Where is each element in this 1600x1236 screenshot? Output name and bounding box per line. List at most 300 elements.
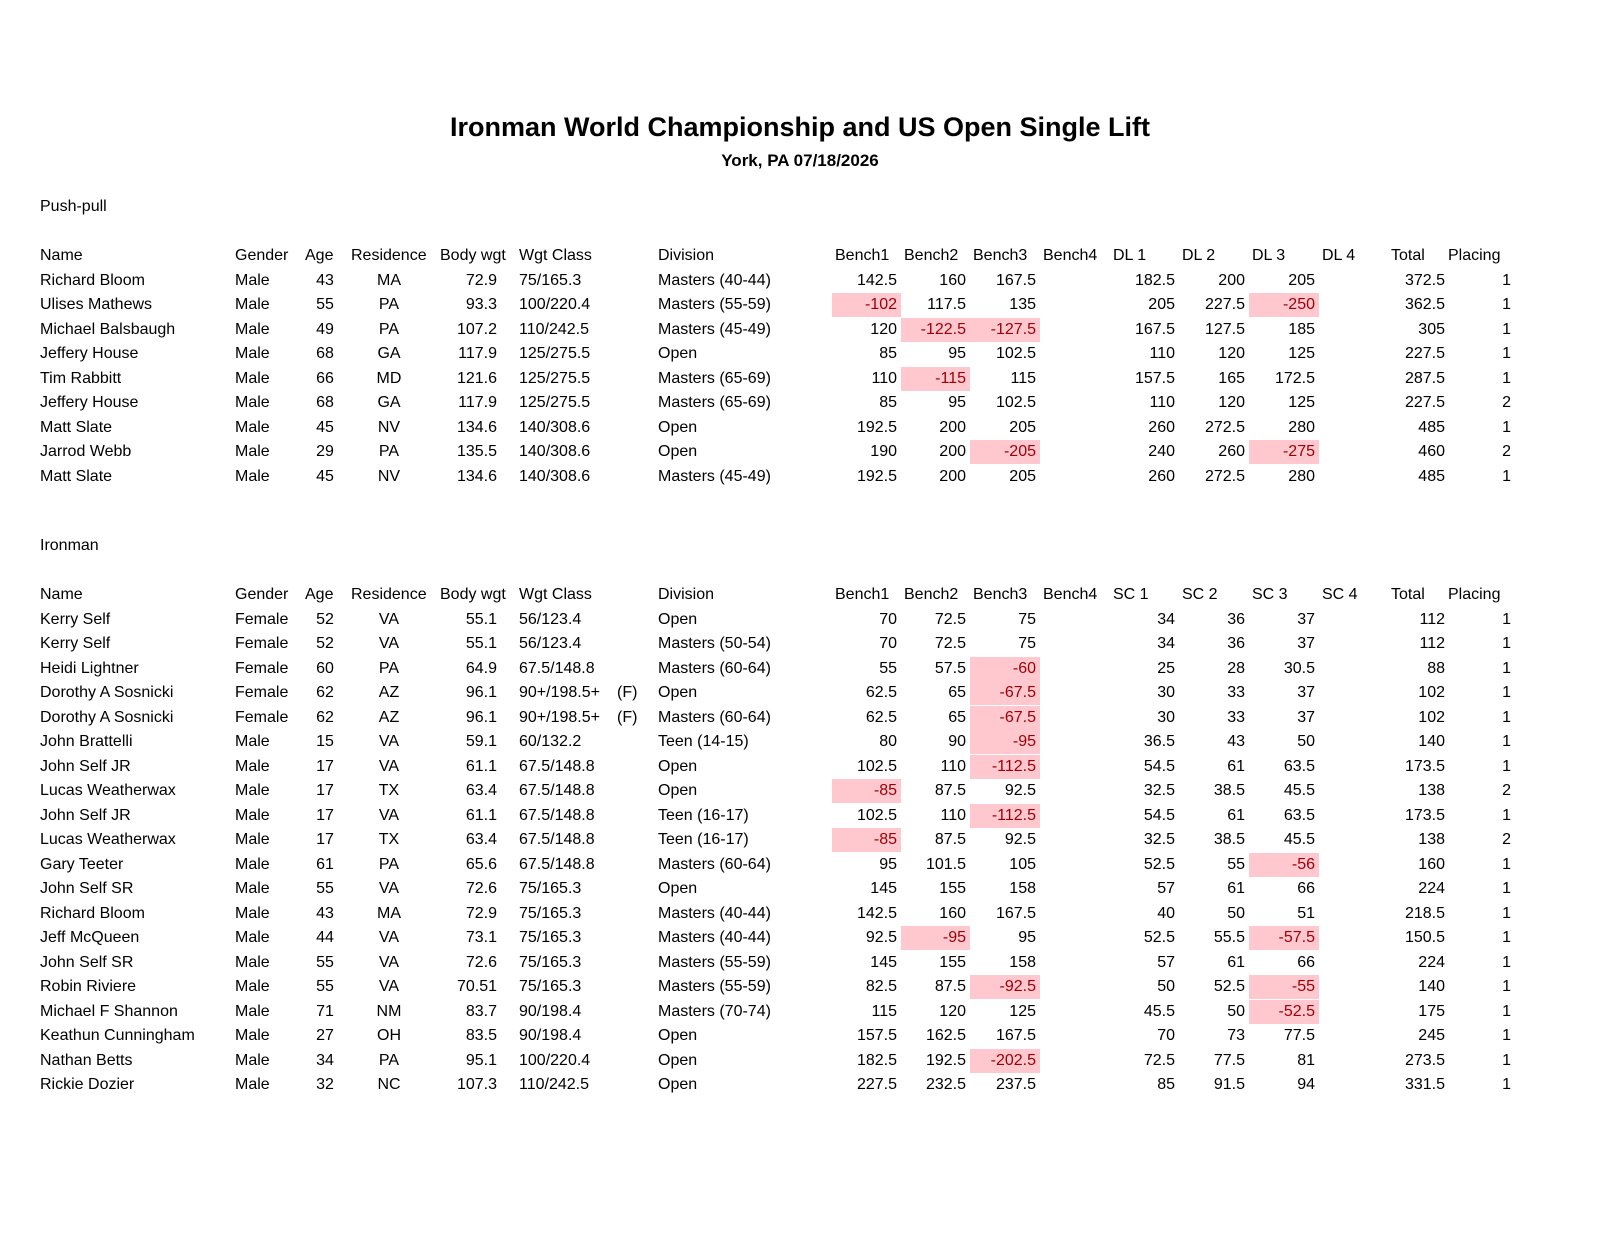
column-header-lift4: DL 4	[1322, 247, 1356, 264]
cell-lift3: 125	[1288, 345, 1315, 362]
cell-gender: Male	[235, 904, 270, 922]
column-header-lift2: SC 2	[1182, 586, 1218, 603]
cell-name: Dorothy A Sosnicki	[40, 708, 174, 726]
column-header-lift3: SC 3	[1252, 586, 1288, 603]
cell-lift4	[1319, 902, 1389, 926]
cell-name: John Brattelli	[40, 733, 133, 750]
table-row	[0, 828, 1600, 853]
cell-age: 52	[316, 635, 334, 652]
cell-lift2: 91.5	[1213, 1076, 1245, 1093]
cell-lift3: 51	[1297, 904, 1315, 922]
cell-lift3: 37	[1297, 610, 1315, 628]
cell-name: Robin Riviere	[40, 978, 137, 995]
cell-lift1: 25	[1157, 659, 1175, 677]
column-header-wgt-class: Wgt Class	[519, 247, 592, 264]
cell-bench1: 120	[870, 320, 897, 338]
cell-lift1: 54.5	[1143, 806, 1175, 824]
cell-total: 273.5	[1404, 1051, 1445, 1069]
cell-bench3: -92.5	[970, 975, 1040, 999]
cell-lift4	[1319, 608, 1389, 632]
cell-name: Jeffery House	[40, 345, 139, 362]
cell-age: 45	[316, 418, 334, 436]
cell-age: 43	[316, 271, 334, 289]
page-subtitle: York, PA 07/18/2026	[721, 151, 879, 170]
cell-name: Keathun Cunningham	[40, 1027, 195, 1044]
cell-bench2: 87.5	[934, 782, 966, 799]
cell-total: 150.5	[1404, 929, 1445, 946]
cell-name: Nathan Betts	[40, 1051, 133, 1069]
cell-bench1: 102.5	[856, 806, 897, 824]
cell-lift2: 61	[1227, 757, 1245, 775]
cell-bench1: 192.5	[856, 418, 897, 436]
cell-wgt-class: 140/308.6	[519, 467, 591, 485]
table-row	[0, 902, 1600, 927]
cell-bench2: 57.5	[934, 659, 966, 677]
cell-lift3: -55	[1249, 975, 1319, 999]
cell-gender: Male	[235, 831, 270, 848]
cell-bench4	[1040, 416, 1110, 440]
cell-lift3: 77.5	[1283, 1027, 1315, 1044]
table-row	[0, 755, 1600, 780]
cell-bench2: 87.5	[934, 978, 966, 995]
cell-gender: Male	[235, 369, 270, 387]
cell-placing: 1	[1502, 1051, 1511, 1069]
cell-wgt-class: 75/165.3	[519, 953, 582, 971]
cell-wgt-class: 110/242.5	[519, 320, 589, 338]
cell-bench4	[1040, 465, 1110, 489]
cell-residence: NV	[377, 467, 401, 485]
cell-name: Kerry Self	[40, 610, 111, 628]
cell-bench3: 95	[1018, 929, 1036, 946]
cell-gender: Male	[235, 1051, 270, 1069]
cell-age: 61	[316, 855, 334, 873]
table-row	[0, 293, 1600, 318]
table-row	[0, 926, 1600, 951]
cell-wgt-class: 125/275.5	[519, 345, 591, 362]
cell-residence: VA	[378, 929, 400, 946]
cell-body-wgt: 61.1	[465, 806, 497, 824]
cell-lift2: 38.5	[1213, 782, 1245, 799]
cell-age: 71	[316, 1002, 334, 1020]
cell-bench1: 190	[870, 443, 897, 460]
cell-wgt-class: 67.5/148.8	[519, 831, 595, 848]
cell-placing: 1	[1502, 806, 1511, 824]
cell-lift1: 157.5	[1134, 369, 1175, 387]
cell-bench4	[1040, 269, 1110, 293]
cell-lift4	[1319, 975, 1389, 999]
cell-gender: Male	[235, 345, 270, 362]
cell-lift3: 172.5	[1274, 369, 1315, 387]
cell-placing: 1	[1502, 757, 1511, 775]
cell-bench1: 62.5	[865, 708, 897, 726]
cell-lift1: 45.5	[1143, 1002, 1175, 1020]
cell-total: 138	[1418, 782, 1445, 799]
column-header-bench2: Bench2	[904, 586, 959, 603]
cell-lift4	[1319, 632, 1389, 656]
cell-placing: 1	[1502, 296, 1511, 313]
cell-lift1: 57	[1157, 880, 1175, 897]
cell-bench3: -60	[970, 657, 1040, 681]
cell-name: Gary Teeter	[40, 855, 124, 873]
cell-body-wgt: 135.5	[456, 443, 497, 460]
cell-residence: VA	[378, 635, 400, 652]
cell-bench1: 82.5	[865, 978, 897, 995]
cell-name: Michael Balsbaugh	[40, 320, 176, 338]
cell-bench2: 110	[940, 757, 966, 775]
cell-gender: Male	[235, 855, 270, 873]
cell-lift1: 32.5	[1143, 831, 1175, 848]
cell-age: 68	[316, 345, 334, 362]
cell-lift1: 30	[1157, 684, 1175, 701]
cell-lift4	[1319, 440, 1389, 464]
cell-age: 62	[316, 708, 334, 726]
cell-division: Masters (60-64)	[658, 855, 771, 873]
cell-name: John Self JR	[40, 806, 131, 824]
cell-division: Masters (55-59)	[658, 296, 771, 313]
cell-wgt-class: 125/275.5	[519, 394, 591, 411]
cell-gender: Male	[235, 443, 270, 460]
cell-name: Michael F Shannon	[40, 1002, 178, 1020]
cell-lift2: 61	[1227, 880, 1245, 897]
cell-age: 66	[316, 369, 334, 387]
cell-gender: Male	[235, 418, 270, 436]
cell-gender: Male	[235, 296, 270, 313]
cell-lift4	[1319, 951, 1389, 975]
cell-bench2: 200	[939, 418, 966, 436]
cell-placing: 2	[1502, 782, 1511, 799]
cell-lift2: 165	[1218, 369, 1245, 387]
cell-placing: 1	[1502, 1027, 1511, 1044]
table-row	[0, 1000, 1600, 1025]
cell-lift2: 272.5	[1204, 418, 1245, 436]
cell-bench4	[1040, 342, 1110, 366]
cell-wgt-class: 67.5/148.8	[519, 659, 595, 677]
cell-bench3: -205	[970, 440, 1040, 464]
cell-bench3: 237.5	[995, 1076, 1036, 1093]
cell-lift2: 120	[1218, 394, 1245, 411]
cell-total: 102	[1418, 708, 1445, 726]
column-header-lift1: SC 1	[1113, 586, 1149, 603]
cell-bench1: 80	[879, 733, 897, 750]
cell-lift2: 36	[1227, 610, 1245, 628]
column-header-lift3: DL 3	[1252, 247, 1286, 264]
cell-lift2: 33	[1227, 684, 1245, 701]
cell-body-wgt: 83.5	[465, 1027, 497, 1044]
cell-bench4	[1040, 681, 1110, 705]
cell-lift2: 50	[1227, 1002, 1245, 1020]
cell-division: Masters (45-49)	[658, 320, 771, 338]
cell-lift4	[1319, 1024, 1389, 1048]
cell-lift4	[1319, 269, 1389, 293]
table-row	[0, 632, 1600, 657]
cell-bench4	[1040, 1000, 1110, 1024]
cell-residence: NC	[377, 1076, 401, 1093]
cell-lift1: 110	[1149, 394, 1175, 411]
cell-gender: Female	[235, 659, 289, 677]
cell-bench4	[1040, 657, 1110, 681]
cell-lift3: 37	[1297, 684, 1315, 701]
cell-age: 29	[316, 443, 334, 460]
cell-lift1: 30	[1157, 708, 1175, 726]
cell-lift3: -275	[1249, 440, 1319, 464]
cell-class-flag: (F)	[617, 708, 638, 726]
cell-division: Open	[658, 757, 698, 775]
cell-wgt-class: 90+/198.5+	[519, 684, 600, 701]
cell-division: Masters (40-44)	[658, 271, 771, 289]
cell-placing: 1	[1502, 855, 1511, 873]
cell-lift4	[1319, 416, 1389, 440]
cell-name: Lucas Weatherwax	[40, 831, 176, 848]
cell-body-wgt: 61.1	[465, 757, 497, 775]
cell-total: 227.5	[1404, 345, 1445, 362]
cell-residence: PA	[378, 443, 400, 460]
cell-lift2: 61	[1227, 806, 1245, 824]
cell-lift4	[1319, 828, 1389, 852]
cell-bench2: 232.5	[925, 1076, 966, 1093]
cell-division: Masters (45-49)	[658, 467, 771, 485]
cell-placing: 1	[1502, 659, 1511, 677]
cell-placing: 1	[1502, 271, 1511, 289]
cell-gender: Male	[235, 929, 270, 946]
cell-wgt-class: 67.5/148.8	[519, 757, 595, 775]
cell-age: 17	[316, 831, 334, 848]
cell-lift1: 32.5	[1143, 782, 1175, 799]
cell-bench3: 158	[1009, 953, 1036, 971]
cell-body-wgt: 134.6	[456, 418, 497, 436]
cell-placing: 1	[1502, 467, 1511, 485]
cell-body-wgt: 55.1	[465, 610, 497, 628]
column-header-placing: Placing	[1448, 586, 1501, 603]
cell-placing: 1	[1502, 953, 1511, 971]
cell-residence: TX	[378, 782, 400, 799]
cell-lift2: 52.5	[1213, 978, 1245, 995]
column-header-lift4: SC 4	[1322, 586, 1358, 603]
cell-total: 460	[1418, 443, 1445, 460]
table-row	[0, 877, 1600, 902]
cell-bench2: 90	[948, 733, 966, 750]
cell-gender: Male	[235, 1076, 270, 1093]
cell-bench3: 102.5	[995, 394, 1036, 411]
cell-bench1: 145	[870, 880, 897, 897]
cell-placing: 1	[1502, 684, 1511, 701]
cell-lift2: 61	[1227, 953, 1245, 971]
cell-name: Lucas Weatherwax	[40, 782, 176, 799]
cell-lift3: 66	[1297, 953, 1315, 971]
cell-lift3: 185	[1288, 320, 1315, 338]
cell-bench3: -67.5	[970, 706, 1040, 730]
cell-bench2: 65	[948, 708, 966, 726]
ironman-table	[0, 583, 1600, 1098]
cell-lift1: 240	[1148, 443, 1175, 460]
cell-wgt-class: 75/165.3	[519, 904, 582, 922]
cell-lift2: 127.5	[1204, 320, 1245, 338]
cell-body-wgt: 72.9	[465, 271, 497, 289]
cell-name: Jarrod Webb	[40, 443, 132, 460]
cell-gender: Female	[235, 684, 289, 701]
column-header-placing: Placing	[1448, 247, 1501, 264]
cell-bench3: 205	[1009, 418, 1036, 436]
cell-bench4	[1040, 440, 1110, 464]
cell-lift3: 205	[1288, 271, 1315, 289]
section-label-push-pull: Push-pull	[40, 198, 107, 215]
cell-bench4	[1040, 877, 1110, 901]
cell-wgt-class: 90/198.4	[519, 1027, 582, 1044]
cell-residence: VA	[378, 880, 400, 897]
cell-bench4	[1040, 632, 1110, 656]
cell-lift4	[1319, 293, 1389, 317]
column-header-bench4: Bench4	[1043, 586, 1098, 603]
cell-lift2: 260	[1218, 443, 1245, 460]
cell-placing: 2	[1502, 831, 1511, 848]
cell-lift2: 50	[1227, 904, 1245, 922]
column-header-bench2: Bench2	[904, 247, 959, 264]
cell-placing: 1	[1502, 929, 1511, 946]
cell-bench2: 120	[939, 1002, 966, 1020]
cell-bench3: 92.5	[1004, 782, 1036, 799]
cell-residence: PA	[378, 855, 400, 873]
cell-lift2: 36	[1227, 635, 1245, 652]
cell-total: 138	[1418, 831, 1445, 848]
cell-bench1: 227.5	[856, 1076, 897, 1093]
cell-total: 112	[1419, 610, 1445, 628]
cell-total: 175	[1418, 1002, 1445, 1020]
column-header-name: Name	[40, 586, 83, 603]
cell-body-wgt: 117.9	[458, 345, 497, 362]
cell-lift2: 33	[1227, 708, 1245, 726]
cell-bench4	[1040, 1073, 1110, 1097]
cell-division: Open	[658, 345, 698, 362]
cell-bench3: -67.5	[970, 681, 1040, 705]
cell-lift3: 125	[1288, 394, 1315, 411]
cell-bench1: -85	[832, 828, 901, 852]
cell-bench1: 182.5	[856, 1051, 897, 1069]
cell-division: Masters (55-59)	[658, 953, 771, 971]
cell-age: 15	[316, 733, 334, 750]
cell-total: 287.5	[1404, 369, 1445, 387]
cell-lift2: 55.5	[1213, 929, 1245, 946]
cell-name: Matt Slate	[40, 467, 113, 485]
cell-lift2: 38.5	[1213, 831, 1245, 848]
cell-name: Dorothy A Sosnicki	[40, 684, 174, 701]
column-header-residence: Residence	[351, 247, 427, 264]
cell-bench2: -115	[901, 367, 970, 391]
table-row	[0, 804, 1600, 829]
table-row	[0, 853, 1600, 878]
cell-residence: NV	[377, 418, 401, 436]
cell-name: Jeffery House	[40, 394, 139, 411]
cell-total: 140	[1418, 733, 1445, 750]
cell-total: 173.5	[1404, 806, 1445, 824]
page-title: Ironman World Championship and US Open Single Lift	[449, 112, 1150, 142]
cell-division: Masters (60-64)	[658, 708, 771, 726]
cell-wgt-class: 75/165.3	[519, 929, 582, 946]
cell-total: 160	[1418, 855, 1445, 873]
cell-body-wgt: 72.6	[465, 880, 497, 897]
cell-bench3: -95	[970, 730, 1040, 754]
cell-residence: VA	[378, 806, 400, 824]
cell-total: 224	[1418, 953, 1445, 971]
cell-division: Masters (40-44)	[658, 904, 771, 922]
table-row	[0, 975, 1600, 1000]
column-header-bench1: Bench1	[835, 247, 890, 264]
cell-bench4	[1040, 1024, 1110, 1048]
cell-bench1: 142.5	[856, 271, 897, 289]
cell-age: 44	[316, 929, 334, 946]
cell-bench2: 65	[948, 684, 966, 701]
cell-body-wgt: 59.1	[465, 733, 497, 750]
cell-age: 32	[316, 1076, 334, 1093]
cell-name: Tim Rabbitt	[40, 369, 122, 387]
cell-total: 173.5	[1404, 757, 1445, 775]
cell-body-wgt: 83.7	[465, 1002, 497, 1020]
cell-bench4	[1040, 779, 1110, 803]
cell-lift1: 36.5	[1143, 733, 1175, 750]
cell-gender: Male	[235, 757, 270, 775]
column-header-gender: Gender	[235, 586, 289, 603]
cell-residence: OH	[377, 1027, 401, 1044]
cell-bench3: 167.5	[995, 1027, 1036, 1044]
cell-bench2: 87.5	[934, 831, 966, 848]
cell-division: Open	[658, 684, 698, 701]
cell-gender: Male	[235, 806, 270, 824]
cell-bench3: 75	[1018, 610, 1036, 628]
cell-residence: GA	[377, 394, 401, 411]
cell-bench3: -127.5	[970, 318, 1040, 342]
cell-lift1: 70	[1157, 1027, 1175, 1044]
cell-lift4	[1319, 391, 1389, 415]
cell-placing: 1	[1502, 1076, 1511, 1093]
cell-division: Masters (50-54)	[658, 635, 771, 652]
cell-lift1: 260	[1148, 467, 1175, 485]
cell-body-wgt: 121.6	[456, 369, 497, 387]
cell-residence: PA	[378, 1051, 400, 1069]
cell-bench2: 117.5	[927, 296, 966, 313]
cell-lift3: 63.5	[1283, 806, 1315, 824]
cell-bench1: 62.5	[865, 684, 897, 701]
cell-gender: Male	[235, 733, 270, 750]
column-header-body-wgt: Body wgt	[440, 247, 506, 264]
cell-total: 245	[1418, 1027, 1445, 1044]
cell-lift1: 85	[1157, 1076, 1175, 1093]
cell-placing: 1	[1502, 1002, 1511, 1020]
cell-gender: Male	[235, 467, 270, 485]
cell-wgt-class: 60/132.2	[519, 733, 582, 750]
cell-wgt-class: 90+/198.5+	[519, 708, 600, 726]
cell-wgt-class: 75/165.3	[519, 271, 582, 289]
cell-division: Masters (55-59)	[658, 978, 771, 995]
column-header-age: Age	[305, 247, 334, 264]
cell-lift4	[1319, 877, 1389, 901]
cell-age: 17	[316, 782, 334, 799]
table-row	[0, 1073, 1600, 1098]
cell-total: 112	[1419, 635, 1445, 652]
table-row	[0, 367, 1600, 392]
column-header-bench1: Bench1	[835, 586, 890, 603]
cell-lift3: -250	[1249, 293, 1319, 317]
cell-lift2: 73	[1227, 1027, 1245, 1044]
cell-residence: VA	[378, 610, 400, 628]
table-row	[0, 440, 1600, 465]
cell-total: 305	[1418, 320, 1445, 338]
section-label-ironman: Ironman	[40, 537, 99, 554]
cell-lift4	[1319, 367, 1389, 391]
cell-total: 140	[1418, 978, 1445, 995]
cell-gender: Male	[235, 782, 270, 799]
cell-bench2: 162.5	[925, 1027, 966, 1044]
cell-lift4	[1319, 681, 1389, 705]
cell-division: Masters (70-74)	[658, 1002, 771, 1020]
cell-lift1: 54.5	[1143, 757, 1175, 775]
